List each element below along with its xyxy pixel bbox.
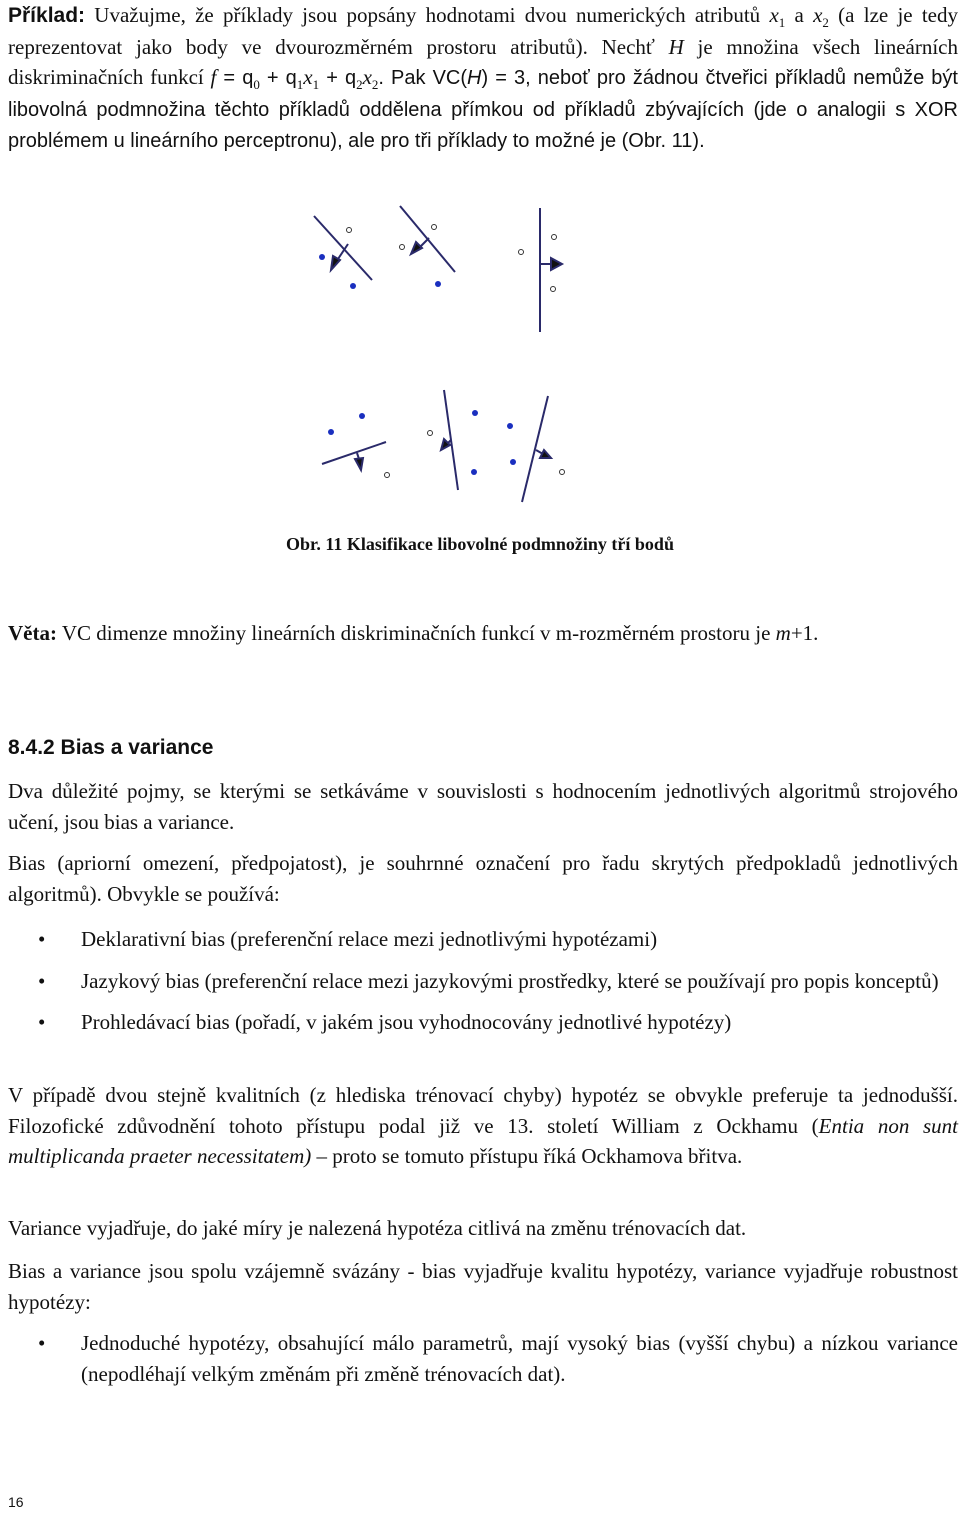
arrow-head <box>441 439 450 450</box>
hypotheses-list <box>0 1328 958 1400</box>
arrow-head <box>551 258 562 270</box>
arrow-head <box>540 450 551 458</box>
point-open <box>560 470 565 475</box>
bullet-icon: • <box>38 1010 46 1034</box>
example-label: Příklad: <box>8 4 86 27</box>
theorem-paragraph: Věta: VC dimenze množiny lineárních diskriminačních funkcí v m-rozměrném prostoru je m+1. <box>8 621 819 645</box>
point-filled <box>350 283 356 289</box>
paragraph-bias-variance: Bias a variance jsou spolu vzájemně svázány - bias vyjadřuje kvalitu hypotézy, variance vyjadřuje robustnost hypotézy: <box>8 1259 958 1314</box>
point-open <box>385 473 390 478</box>
list-item: • Prohledávací bias (pořadí, v jakém jsou vyhodnocovány jednotlivé hypotézy) <box>0 1007 958 1038</box>
separator-line <box>322 442 386 464</box>
panel-5 <box>428 390 479 490</box>
panel-2 <box>400 206 456 287</box>
bullet-icon: • <box>38 968 46 993</box>
point-open <box>519 250 524 255</box>
point-filled <box>472 410 478 416</box>
point-filled <box>319 254 325 260</box>
paragraph-occam: V případě dvou stejně kvalitních (z hlediska trénovací chyby) hypotéz se obvykle preferuje ta jednodušší. Filozofické zdůvodnění tohoto přístupu podal již ve 13. století William z Ockhamu (Entia non sunt multiplicanda praeter necessitatem) – proto se tomuto přístupu říká Ockhamova břitva. <box>8 1083 958 1168</box>
paragraph-intro: Dva důležité pojmy, se kterými se setkáváme v souvislosti s hodnocením jednotlivých algoritmů strojového učení, jsou bias a variance. <box>8 779 958 834</box>
bullet-icon: • <box>38 927 46 951</box>
paragraph-bias-definition: Bias (apriorní omezení, předpojatost), je souhrnné označení pro řadu skrytých předpokladů jednotlivých algoritmů). Obvykle se používá: <box>8 851 958 906</box>
shattering-figure <box>300 200 580 510</box>
theorem-label: Věta: <box>8 621 57 645</box>
point-open <box>428 431 433 436</box>
arrow-head <box>355 458 363 470</box>
section-heading: 8.4.2 Bias a variance <box>8 736 214 759</box>
point-open <box>552 235 557 240</box>
figure-caption: Obr. 11 Klasifikace libovolné podmnožiny tří bodů <box>286 534 674 554</box>
panel-6 <box>507 396 565 502</box>
list-item: • Deklarativní bias (preferenční relace mezi jednotlivými hypotézami) <box>0 924 958 955</box>
point-open <box>347 228 352 233</box>
panel-1 <box>314 216 372 289</box>
point-filled <box>359 413 365 419</box>
panel-4 <box>322 413 390 478</box>
point-filled <box>471 469 477 475</box>
list-item: • Jednoduché hypotézy, obsahující málo parametrů, mají vysoký bias (vyšší chybu) a nízkou variance (nepodléhají velkým změnám při změně trénovacích dat). <box>0 1328 958 1389</box>
page-number: 16 <box>8 1494 24 1510</box>
example-paragraph: Příklad: Uvažujme, že příklady jsou popsány hodnotami dvou numerických atributů $x_1$ a $x_2$ (a lze je tedy reprezentovat jako body ve dvourozměrném prostoru atributů). Nechť H je množina všech lineárních diskriminačních funkcí $f = q_0 + q_1x_1 + q_2x_2$. Pak VC(H) = 3, neboť pro žádnou čtveřici příkladů nemůže být libovolná podmnožina těchto příkladů oddělena přímkou od příkladů zbývajících (jde o analogii s XOR problémem u lineárního perceptronu), ale pro tři příklady to možné je (Obr. 11). <box>8 3 959 152</box>
list-item: • Jazykový bias (preferenční relace mezi jazykovými prostředky, které se používají pro popis konceptů) <box>0 966 958 997</box>
point-filled <box>507 423 513 429</box>
point-filled <box>510 459 516 465</box>
arrow-head <box>411 242 422 254</box>
panel-3 <box>519 208 563 332</box>
arrow-head <box>331 256 340 270</box>
point-open <box>400 245 405 250</box>
point-filled <box>435 281 441 287</box>
point-open <box>551 287 556 292</box>
paragraph-variance: Variance vyjadřuje, do jaké míry je nalezená hypotéza citlivá na změnu trénovacích dat. <box>8 1216 747 1240</box>
point-filled <box>328 429 334 435</box>
bias-types-list <box>0 924 958 1049</box>
separator-line <box>314 216 372 280</box>
point-open <box>432 225 437 230</box>
bullet-icon: • <box>38 1331 46 1355</box>
